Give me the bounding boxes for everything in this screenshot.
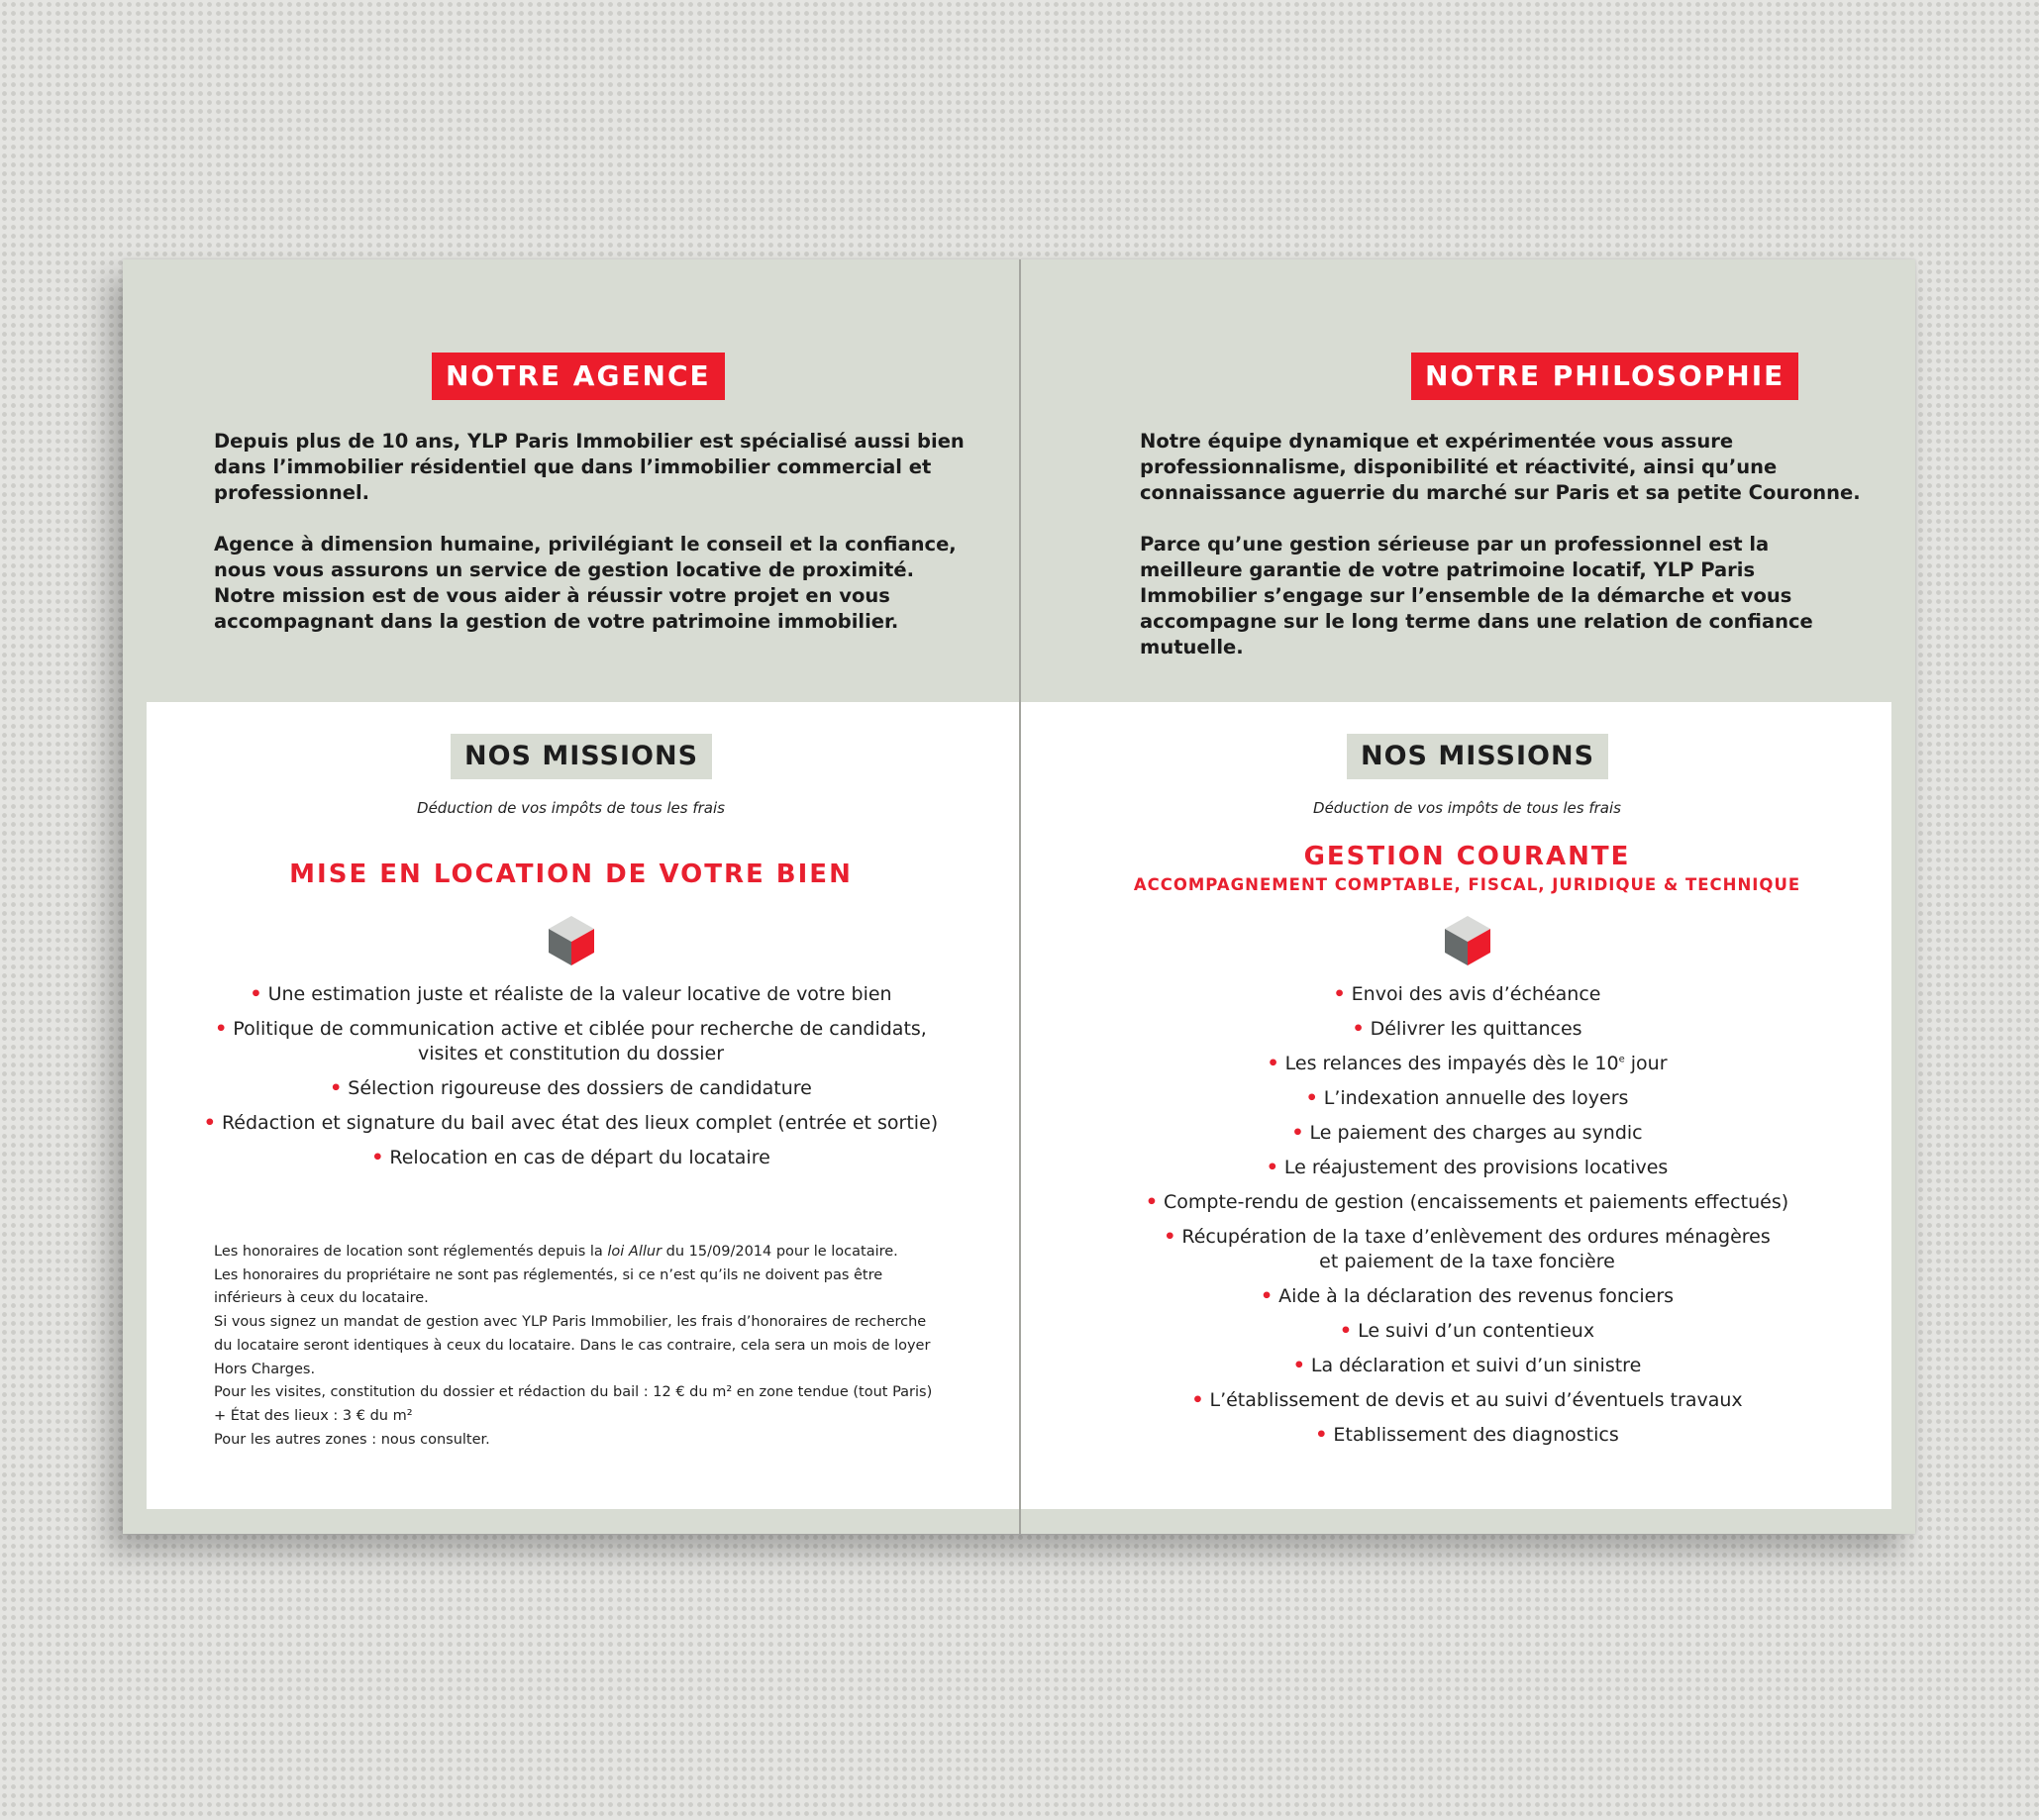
loi-allur-italic: loi Allur: [607, 1244, 663, 1260]
list-item: • Le suivi d’un contentieux: [1339, 1320, 1595, 1342]
list-item: • Aide à la déclaration des revenus fonciers: [1260, 1285, 1675, 1307]
section-title-location: MISE EN LOCATION DE VOTRE BIEN: [289, 859, 853, 889]
philosophie-intro: Notre équipe dynamique et expérimentée vous assure professionnalisme, disponibilité et réactivité, ainsi qu’une connaissance aguerrie du marché sur Paris et sa petite Couronne. Parce qu’une gestion sérieuse par un professionnel est la meilleure garantie de votre patrimoine locatif, YLP Paris Immobilier s’engage sur l’ensemble de la démarche et vous accompagne sur le long terme dans une relation de confiance mutuelle.: [1140, 429, 1873, 660]
agence-intro-p1-after: est spécialisé aussi bien dans l’immobilier résidentiel que dans l’immobilier commercial et professionnel.: [214, 430, 965, 504]
list-item: • Politique de communication active et ciblée pour recherche de candidats, visites et constitution du dossier: [215, 1018, 927, 1064]
missions-title-left: NOS MISSIONS: [451, 734, 712, 779]
list-item: • L’indexation annuelle des loyers: [1305, 1087, 1629, 1109]
list-item: • Compte-rendu de gestion (encaissements et paiements effectués): [1145, 1191, 1789, 1213]
list-item: • Le paiement des charges au syndic: [1291, 1122, 1643, 1144]
list-item: • La déclaration et suivi d’un sinistre: [1292, 1355, 1642, 1376]
philosophie-brand-name: YLP Paris Immobilier: [1140, 558, 1756, 607]
missions-subtitle-right: Déduction de vos impôts de tous les frais: [1313, 799, 1621, 817]
philosophie-intro-p1: Notre équipe dynamique et expérimentée vous assure professionnalisme, disponibilité et réactivité, ainsi qu’une connaissance aguerrie du marché sur Paris et sa petite Couronne.: [1140, 430, 1861, 504]
honoraires-legal-note: Les honoraires de location sont réglementés depuis la loi Allur du 15/09/2014 pour le locataire. Les honoraires du propriétaire ne sont pas réglementés, si ce n’est qu’ils ne doivent pas être inférieurs à ceux du locataire. Si vous signez un mandat de gestion avec YLP Paris Immobilier, les frais d’honoraires de recherche du locataire seront identiques à ceux du locataire. Dans le cas contraire, cela sera un mois de loyer Hors Charges. Pour les visites, constitution du dossier et rédaction du bail : 12 € du m² en zone tendue (tout Paris) + État des lieux : 3 € du m² Pour les autres zones : nous consulter.: [214, 1241, 947, 1452]
list-item: • Sélection rigoureuse des dossiers de candidature: [330, 1077, 812, 1099]
list-item: • Délivrer les quittances: [1352, 1018, 1582, 1040]
missions-subtitle-left: Déduction de vos impôts de tous les frais: [417, 799, 725, 817]
agence-intro-p1-before: Depuis plus de 10 ans,: [214, 430, 467, 453]
agence-intro-p3: Notre mission est de vous aider à réussir votre projet en vous accompagnant dans la gestion de votre patrimoine immobilier.: [214, 584, 899, 633]
cube-icon: [1443, 914, 1492, 967]
section-title-gestion: GESTION COURANTE: [1303, 842, 1631, 871]
missions-title-right: NOS MISSIONS: [1347, 734, 1608, 779]
location-bullet-list: [123, 982, 1019, 1180]
left-page: [123, 259, 1019, 1534]
agence-intro: [214, 429, 967, 635]
legal-line-2: Les honoraires du propriétaire ne sont pas réglementés, si ce n’est qu’ils ne doivent pas être inférieurs à ceux du locataire.: [214, 1266, 883, 1307]
list-item: • Rédaction et signature du bail avec état des lieux complet (entrée et sortie): [203, 1112, 939, 1134]
list-item: • Etablissement des diagnostics: [1315, 1424, 1619, 1446]
agence-brand-name: YLP Paris Immobilier: [467, 430, 693, 453]
cube-icon: [547, 914, 596, 967]
center-fold: [1019, 259, 1021, 1534]
list-item: • L’établissement de devis et au suivi d’éventuels travaux: [1191, 1389, 1743, 1411]
list-item: • Relocation en cas de départ du locataire: [371, 1147, 770, 1168]
list-item: • Récupération de la taxe d’enlèvement des ordures ménagères et paiement de la taxe foncière: [1164, 1226, 1771, 1272]
notre-philosophie-title: NOTRE PHILOSOPHIE: [1411, 353, 1798, 400]
agence-intro-p2: Agence à dimension humaine, privilégiant le conseil et la confiance, nous vous assurons un service de gestion locative de proximité.: [214, 533, 957, 581]
list-item: • Le réajustement des provisions locatives: [1266, 1157, 1669, 1178]
list-item: • Envoi des avis d’échéance: [1333, 983, 1601, 1005]
section-subtitle-accompagnement: ACCOMPAGNEMENT COMPTABLE, FISCAL, JURIDIQUE & TECHNIQUE: [1133, 875, 1801, 894]
brochure-spread: [123, 259, 1915, 1534]
legal-line-3: Si vous signez un mandat de gestion avec YLP Paris Immobilier, les frais d’honoraires de recherche du locataire seront identiques à ceux du locataire. Dans le cas contraire, cela sera un mois de loyer Hors Charges.: [214, 1314, 931, 1377]
legal-line-4: Pour les visites, constitution du dossier et rédaction du bail : 12 € du m² en zone tendue (tout Paris) + État des lieux : 3 € du m²: [214, 1384, 933, 1424]
list-item: • Une estimation juste et réaliste de la valeur locative de votre bien: [250, 983, 892, 1005]
gestion-bullet-list: [1019, 982, 1915, 1458]
right-page: [1019, 259, 1915, 1534]
list-item: • Les relances des impayés dès le 10e jour: [1267, 1053, 1668, 1074]
legal-line-5: Pour les autres zones : nous consulter.: [214, 1431, 490, 1448]
notre-agence-title: NOTRE AGENCE: [432, 353, 725, 400]
